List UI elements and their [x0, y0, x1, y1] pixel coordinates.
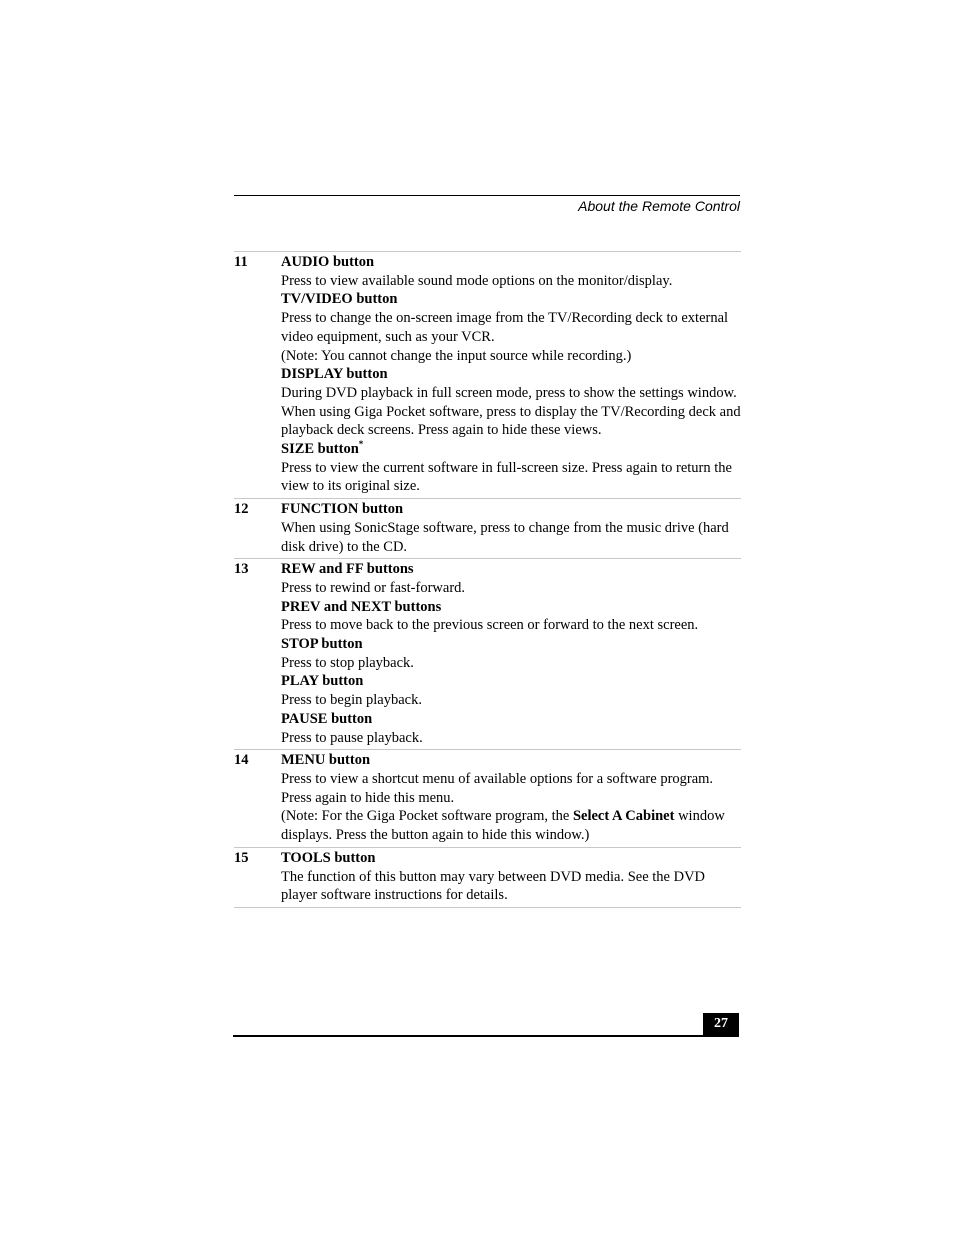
button-title: REW and FF buttons [281, 561, 414, 578]
button-note [281, 807, 741, 844]
table-row [234, 749, 741, 847]
entry-body [281, 253, 741, 496]
table-row [234, 558, 741, 749]
button-title: STOP button [281, 636, 363, 653]
remote-control-table [234, 251, 741, 908]
table-row [234, 251, 741, 498]
button-title-line [281, 440, 741, 459]
button-description: The function of this button may vary between DVD media. See the DVD player software instructions for details. [281, 868, 706, 904]
button-title: TV/VIDEO button [281, 291, 398, 308]
button-description: Press to view available sound mode options on the monitor/display. [281, 272, 673, 289]
button-title: PLAY button [281, 673, 364, 690]
button-title: SIZE button [281, 441, 359, 458]
button-description: Press to view the current software in full-screen size. Press again to return the view to its original size. [281, 459, 732, 495]
button-description: When using SonicStage software, press to change from the music drive (hard disk drive) to the CD. [281, 519, 729, 555]
entry-body [281, 849, 741, 905]
note-text: (Note: For the Giga Pocket software program, the [281, 808, 573, 825]
entry-number: 14 [234, 752, 249, 769]
note-text: window displays. Press the button again to hide this window.) [281, 808, 725, 844]
button-description: Press to pause playback. [281, 729, 423, 746]
table-row [234, 498, 741, 558]
entry-number: 11 [234, 254, 248, 270]
footer-rule [233, 1035, 739, 1037]
entry-number: 13 [234, 561, 249, 578]
button-title: AUDIO button [281, 254, 375, 270]
entry-body [281, 751, 741, 845]
button-description: During DVD playback in full screen mode, press to show the settings window. When using Giga Pocket software, press to display the TV/Recording deck and playback deck screens. Press again to hide these views. [281, 384, 741, 439]
button-title: TOOLS button [281, 849, 376, 866]
footnote-mark: * [358, 439, 364, 450]
running-header: About the Remote Control [578, 198, 740, 214]
entry-number: 15 [234, 849, 249, 866]
button-title: PAUSE button [281, 710, 373, 727]
button-title: DISPLAY button [281, 366, 388, 383]
button-description: Press to begin playback. [281, 692, 422, 709]
page-number: 27 [703, 1013, 739, 1037]
button-description: Press to change the on-screen image from the TV/Recording deck to external video equipment, such as your VCR. [281, 310, 729, 345]
button-description: Press to move back to the previous screen or forward to the next screen. [281, 617, 699, 634]
button-title: MENU button [281, 752, 371, 769]
entry-number: 12 [234, 501, 249, 518]
entry-body [281, 560, 741, 747]
button-description: Press to stop playback. [281, 654, 414, 671]
entry-body [281, 500, 741, 556]
button-note: (Note: You cannot change the input source while recording.) [281, 347, 632, 364]
header-rule [234, 195, 740, 196]
note-emphasis: Select A Cabinet [572, 808, 675, 825]
button-title: FUNCTION button [281, 501, 404, 518]
table-row [234, 847, 741, 908]
button-title: PREV and NEXT buttons [281, 598, 442, 615]
button-description: Press to rewind or fast-forward. [281, 579, 466, 596]
button-description: Press to view a shortcut menu of available options for a software program. Press again to hide this menu. [281, 770, 714, 806]
